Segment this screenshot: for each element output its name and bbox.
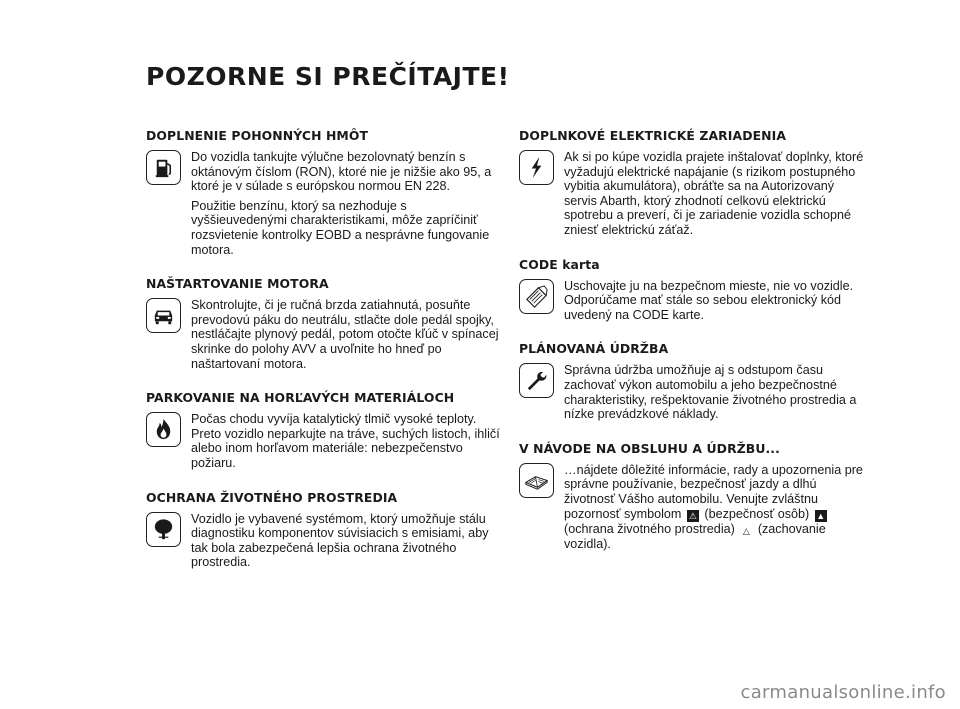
section-maintenance — [519, 341, 869, 426]
fuel-pump-icon — [146, 150, 181, 185]
flame-icon — [146, 412, 181, 447]
section-heading: PLÁNOVANÁ ÚDRŽBA — [519, 341, 669, 357]
paragraph: Správna údržba umožňuje aj s odstupom času zachovať výkon automobilu a jeho bezpečnostné charakteristiky, rešpektovanie životného prostredia a nízke prevádzkové náklady. — [564, 363, 857, 422]
manual-text-2: (bezpečnosť osôb) — [704, 506, 810, 521]
right-column — [519, 128, 869, 570]
section-heading: CODE karta — [519, 256, 600, 272]
open-book-icon — [519, 463, 554, 498]
section-code-card — [519, 257, 869, 328]
section-fuel — [146, 128, 506, 262]
manual-text-1: …nájdete dôležité informácie, rady a upozornenia pre správne používanie, bezpečnosť jazdy a dlhú životnosť Vášho automobilu. Venujte zvláštnu pozornosť symbolom — [564, 462, 863, 521]
paragraph: Počas chodu vyvíja katalytický tlmič vysoké teploty. Preto vozidlo neparkujte na tráve, suchých listoch, ihličí alebo inom horľavom materiále: nebezpečenstvo požiaru. — [191, 412, 500, 470]
environment-symbol-icon: ▲ — [816, 510, 826, 521]
code-card-icon — [519, 279, 554, 314]
paragraph: Skontrolujte, či je ručná brzda zatiahnutá, posuňte prevodovú páku do neutrálu, stlačte dole pedál spojky, nestláčajte plynový pedál, potom otočte kľúč v spínacej skrinke do polohy AVV a uvoľnite ho hneď po naštartovaní motora. — [191, 298, 499, 371]
warning-triangle-icon: ⚠ — [688, 510, 697, 521]
section-electrical — [519, 128, 869, 243]
section-heading: DOPLNENIE POHONNÝCH HMÔT — [146, 128, 369, 143]
paragraph: Do vozidla tankujte výlučne bezolovnatý benzín s oktánovým číslom (RON), ktoré nie je nižšie ako 95, a ktoré je v súlade s európskou normou EN 228. — [191, 150, 492, 194]
paragraph: Ak si po kúpe vozidla prajete inštalovať doplnky, ktoré vyžadujú elektrické napájanie (s rizikom postupného vybitia akumulátora), obráťte sa na Autorizovaný servis Abarth, ktorý zhodnotí celkovú elektrickú spotrebu a preverí, či je zariadenie vozidla schopné zniesť elektrickú záťaž. — [564, 150, 864, 237]
paragraph: Vozidlo je vybavené systémom, ktorý umožňuje stálu diagnostiku komponentov súvisiacich s emisiami, aby tak bola zabezpečená lepšia ochrana životného prostredia. — [191, 511, 489, 570]
watermark: carmanualsonline.info — [740, 682, 946, 703]
car-icon — [146, 298, 181, 333]
paragraph: Uschovajte ju na bezpečnom mieste, nie vo vozidle. Odporúčame mať stále so sebou elektronický kód uvedený na CODE karte. — [564, 278, 854, 322]
vehicle-care-symbol-icon: △ — [742, 525, 750, 536]
section-heading: OCHRANA ŽIVOTNÉHO PROSTREDIA — [146, 489, 398, 505]
manual-text-3: (ochrana životného prostredia) — [564, 521, 735, 536]
section-heading: PARKOVANIE NA HORĽAVÝCH MATERIÁLOCH — [146, 390, 455, 406]
section-parking — [146, 390, 506, 475]
lightning-icon — [519, 150, 554, 185]
wrench-icon — [519, 363, 554, 398]
section-manual — [519, 441, 869, 556]
section-start-engine — [146, 276, 506, 376]
section-heading: DOPLNKOVÉ ELEKTRICKÉ ZARIADENIA — [519, 128, 787, 143]
left-column — [146, 128, 506, 589]
section-environment — [146, 490, 506, 575]
tree-icon — [146, 512, 181, 547]
manual-text-4: (zachovanie vozidla). — [564, 521, 826, 551]
paragraph — [564, 463, 869, 551]
section-heading: NAŠTARTOVANIE MOTORA — [146, 276, 329, 292]
page-title: POZORNE SI PREČÍTAJTE! — [146, 62, 510, 91]
paragraph: Použitie benzínu, ktorý sa nezhoduje s vyššieuvedenými charakteristikami, môže zapríčiniť rozsvietenie kontrolky EOBD a nesprávne fungovanie motora. — [191, 198, 490, 257]
section-heading: V NÁVODE NA OBSLUHU A ÚDRŽBU... — [519, 440, 780, 456]
